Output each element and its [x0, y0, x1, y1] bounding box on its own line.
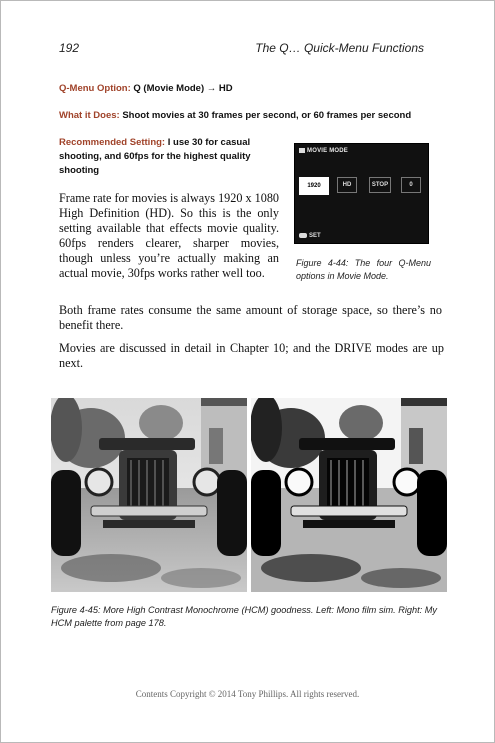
- screen-option-zero: 0: [401, 177, 421, 193]
- chapter-title: The Q… Quick-Menu Functions: [255, 41, 424, 55]
- screen-title-text: MOVIE MODE: [307, 148, 349, 154]
- screen-set-label: SET: [309, 233, 321, 239]
- screen-title: [299, 148, 348, 154]
- screen-option-stop: STOP: [369, 177, 391, 193]
- menu-button-icon: [299, 233, 307, 238]
- movie-icon: [299, 148, 305, 153]
- movie-mode-screen: [294, 143, 429, 244]
- hot-rod-image-right: [251, 398, 447, 592]
- recommended-label: Recommended Setting:: [59, 137, 166, 148]
- qmenu-option-label: Q-Menu Option:: [59, 83, 131, 94]
- what-it-does-value: Shoot movies at 30 frames per second, or 60 frames per second: [122, 110, 412, 121]
- qmenu-option-value: Q (Movie Mode) → HD: [133, 83, 233, 94]
- paragraph-storage: Both frame rates consume the same amount of storage space, so there’s no benefit there.: [59, 303, 442, 332]
- recommended-setting: [59, 136, 277, 178]
- hot-rod-image-left: [51, 398, 247, 592]
- paragraph-frame-rate: Frame rate for movies is always 1920 x 1080 High Definition (HD). So this is the only setting available that effects movie quality. 60fps renders clearer, sharper movies, though unless you’re actually making an actual movie, 30fps works rather well too.: [59, 191, 280, 280]
- screen-option-resolution: 1920: [299, 177, 329, 195]
- figure-4-45-caption: Figure 4-45: More High Contrast Monochrome (HCM) goodness. Left: Mono film sim. Right: My HCM palette from page 178.: [51, 605, 438, 628]
- copyright-footer: Contents Copyright © 2014 Tony Phillips. All rights reserved.: [135, 689, 360, 699]
- page-number: 192: [59, 41, 80, 55]
- photo-hcm-palette: [251, 398, 447, 592]
- screen-set: [299, 233, 321, 239]
- photo-mono-film-sim: [51, 398, 247, 592]
- qmenu-option-line: [59, 83, 233, 94]
- recommended-value: I use 30 for casual shooting, and 60fps for the highest quality shooting: [59, 137, 251, 176]
- paragraph-movies: Movies are discussed in detail in Chapter 10; and the DRIVE modes are up next.: [59, 341, 444, 370]
- what-it-does-line: [59, 110, 411, 121]
- screen-option-hd: HD: [337, 177, 357, 193]
- screen-options-row: [299, 177, 424, 193]
- what-it-does-label: What it Does:: [59, 110, 120, 121]
- figure-4-44-caption: Figure 4-44: The four Q-Menu options in Movie Mode.: [296, 258, 431, 281]
